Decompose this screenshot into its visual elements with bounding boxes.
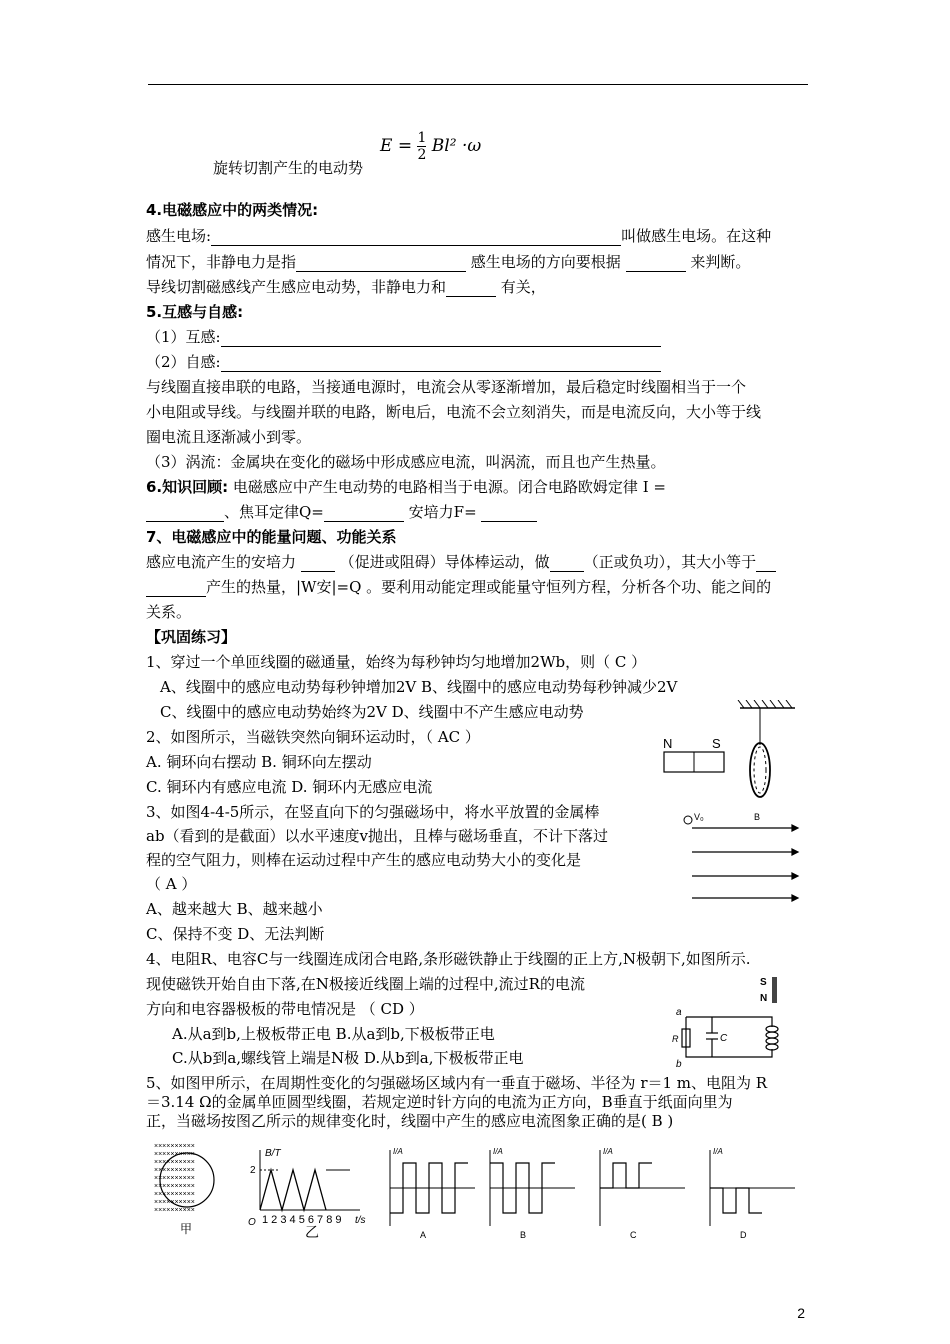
sec7-line2: 产生的热量，|W安|=Q 。要利用动能定理或能量守恒列方程，分析各个功、能之间的 <box>146 577 771 597</box>
yi-ticks: 1 2 3 4 5 6 7 8 9 <box>262 1214 342 1226</box>
bt-two: 2 <box>250 1165 256 1176</box>
x-row: ×××××××××× <box>154 1167 195 1174</box>
option-d-graph <box>710 1147 795 1240</box>
q2-options-cd: C. 铜环内有感应电流 D. 铜环内无感应电流 <box>146 778 433 796</box>
ia-label: I/A <box>493 1147 503 1156</box>
x-row: ×××××××××× <box>154 1199 195 1206</box>
x-row: ×××××××××× <box>154 1159 195 1166</box>
page-number: 2 <box>797 1305 805 1321</box>
q4-options-cd: C.从b到a,螺线管上端是N极 D.从b到a,下极板带正电 <box>172 1049 524 1067</box>
ts-label: t/s <box>355 1215 366 1226</box>
x-row: ×××××××××× <box>154 1207 195 1214</box>
figure-jia <box>154 1143 214 1236</box>
rc-coil-circuit-figure <box>672 975 802 1070</box>
q3-line2: ab（看到的是截面）以水平速度v抛出，且棒与磁场垂直，不计下落过 <box>146 827 609 845</box>
current-trace <box>710 1188 762 1213</box>
sec4-title: 4.电磁感应中的两类情况: <box>146 201 319 219</box>
option-a-graph <box>390 1147 475 1240</box>
q5-line3: 正，当磁场按图乙所示的规律变化时，线圈中产生的感应电流图象正确的是( B ) <box>146 1112 674 1130</box>
q4-line1: 4、电阻R、电容C与一线圈连成闭合电路,条形磁铁静止于线圈的正上方,N极朝下,如图所示. <box>146 950 751 968</box>
x-row: ×××××××××× <box>154 1191 195 1198</box>
capacitor-label: C <box>720 1033 728 1044</box>
q4-line3: 方向和电容器极板的带电情况是 （ CD ） <box>146 1000 424 1018</box>
q3-line3: 程的空气阻力，则棒在运动过程中产生的感应电动势大小的变化是 <box>146 851 582 869</box>
yi-label: 乙 <box>305 1224 319 1240</box>
q5-figures <box>150 1140 815 1240</box>
q4-line2: 现使磁铁开始自由下落,在N极接近线圈上端的过程中,流过R的电流 <box>146 975 585 993</box>
jia-label: 甲 <box>180 1222 193 1236</box>
magnet-s-label: S <box>760 977 767 988</box>
q3-line1: 3、如图4-4-5所示，在竖直向下的匀强磁场中，将水平放置的金属棒 <box>146 803 600 821</box>
q5-line2: ＝3.14 Ω的金属单匝圆型线圈，若规定逆时针方向的电流为正方向，B垂直于纸面向里为 <box>146 1093 733 1111</box>
magnet-ring-figure <box>660 700 800 805</box>
graph-label: C <box>630 1230 637 1240</box>
sec6-line2: 、焦耳定律Q= 安培力F= <box>146 502 537 522</box>
graph-label: A <box>420 1230 427 1240</box>
bt-label: B/T <box>265 1148 281 1159</box>
ia-label: I/A <box>713 1147 723 1156</box>
x-row: ×××××××××× <box>154 1175 195 1182</box>
graph-label: D <box>740 1230 747 1240</box>
origin-label: O <box>248 1217 256 1228</box>
graph-label: B <box>520 1230 527 1240</box>
q2-options-ab: A. 铜环向右摆动 B. 铜环向左摆动 <box>146 753 372 771</box>
q5-line1: 5、如图甲所示，在周期性变化的匀强磁场区域内有一垂直于磁场、半径为 r＝1 m、电阻为 R <box>146 1074 768 1092</box>
ia-label: I/A <box>393 1147 403 1156</box>
sec5-p2: 小电阻或导线。与线圈并联的电路，断电后，电流不会立刻消失，而是电流反向，大小等于线 <box>146 403 762 421</box>
x-row: ×××××××××× <box>154 1151 195 1158</box>
ia-label: I/A <box>603 1147 613 1156</box>
q3-answer: （ A ） <box>146 875 197 893</box>
node-a-label: a <box>676 1007 682 1018</box>
sec7-title: 7、电磁感应中的能量问题、功能关系 <box>146 528 397 546</box>
sec4-line2: 情况下，非静电力是指 感生电场的方向要根据 来判断。 <box>146 253 751 271</box>
practice-heading: 【巩固练习】 <box>146 628 237 646</box>
formula-caption: 旋转切割产生的电动势 <box>213 159 364 177</box>
current-trace <box>600 1163 652 1188</box>
sec5-title: 5.互感与自感: <box>146 303 244 321</box>
sec7-line1: 感应电流产生的安培力 （促进或阻碍）导体棒运动，做 （正或负功），其大小等于 <box>146 552 776 572</box>
q3-options-ab: A、越来越大 B、越来越小 <box>146 900 323 918</box>
q1-stem: 1、穿过一个单匝线圈的磁通量，始终为每秒钟均匀地增加2Wb，则（ C ） <box>146 653 647 671</box>
node-b-label: b <box>676 1059 682 1070</box>
field-arrows-figure <box>680 808 805 913</box>
q1-options-cd: C、线圈中的感应电动势始终为2V D、线圈中不产生感应电动势 <box>160 703 584 721</box>
x-row: ×××××××××× <box>154 1143 195 1150</box>
sec7-line3: 关系。 <box>146 603 192 621</box>
sec6-line1: 6.知识回顾: 电磁感应中产生电动势的电路相当于电源。闭合电路欧姆定律 I = <box>146 478 666 496</box>
option-b-graph <box>490 1147 575 1240</box>
figure-yi <box>260 1150 360 1210</box>
v0-label: V₀ <box>694 812 704 822</box>
sec5-p1: 与线圈直接串联的电路，当接通电源时，电流会从零逐渐增加，最后稳定时线圈相当于一个 <box>146 378 747 396</box>
b-field-label: B <box>754 812 761 822</box>
q3-options-cd: C、保持不变 D、无法判断 <box>146 925 325 943</box>
sec5-p4: （3）涡流：金属块在变化的磁场中形成感应电流，叫涡流，而且也产生热量。 <box>146 453 666 471</box>
sec4-line3: 导线切割磁感线产生感应电动势，非静电力和 有关， <box>146 278 546 296</box>
sec5-mutual: （1）互感: <box>146 327 661 347</box>
magnet-n-label: N <box>663 736 673 751</box>
q4-options-ab: A.从a到b,上极板带正电 B.从a到b,下极板带正电 <box>172 1025 495 1043</box>
emf-formula: E = $\frac{1}{2}$ Bl² ·ω <box>380 130 482 163</box>
q1-options-ab: A、线圈中的感应电动势每秒钟增加2V B、线圈中的感应电动势每秒钟减少2V <box>160 678 678 696</box>
magnet-n-label: N <box>760 993 768 1004</box>
option-c-graph <box>600 1147 685 1240</box>
header-rule <box>148 84 808 85</box>
x-row: ×××××××××× <box>154 1183 195 1190</box>
q2-stem: 2、如图所示，当磁铁突然向铜环运动时，（ AC ） <box>146 728 480 746</box>
sec5-p3: 圈电流且逐渐减小到零。 <box>146 428 312 446</box>
resistor-label: R <box>672 1034 679 1044</box>
sec5-self: （2）自感: <box>146 352 661 372</box>
sec4-line1: 感生电场: 叫做感生电场。在这种 <box>146 227 772 245</box>
magnet-s-label: S <box>712 736 721 751</box>
